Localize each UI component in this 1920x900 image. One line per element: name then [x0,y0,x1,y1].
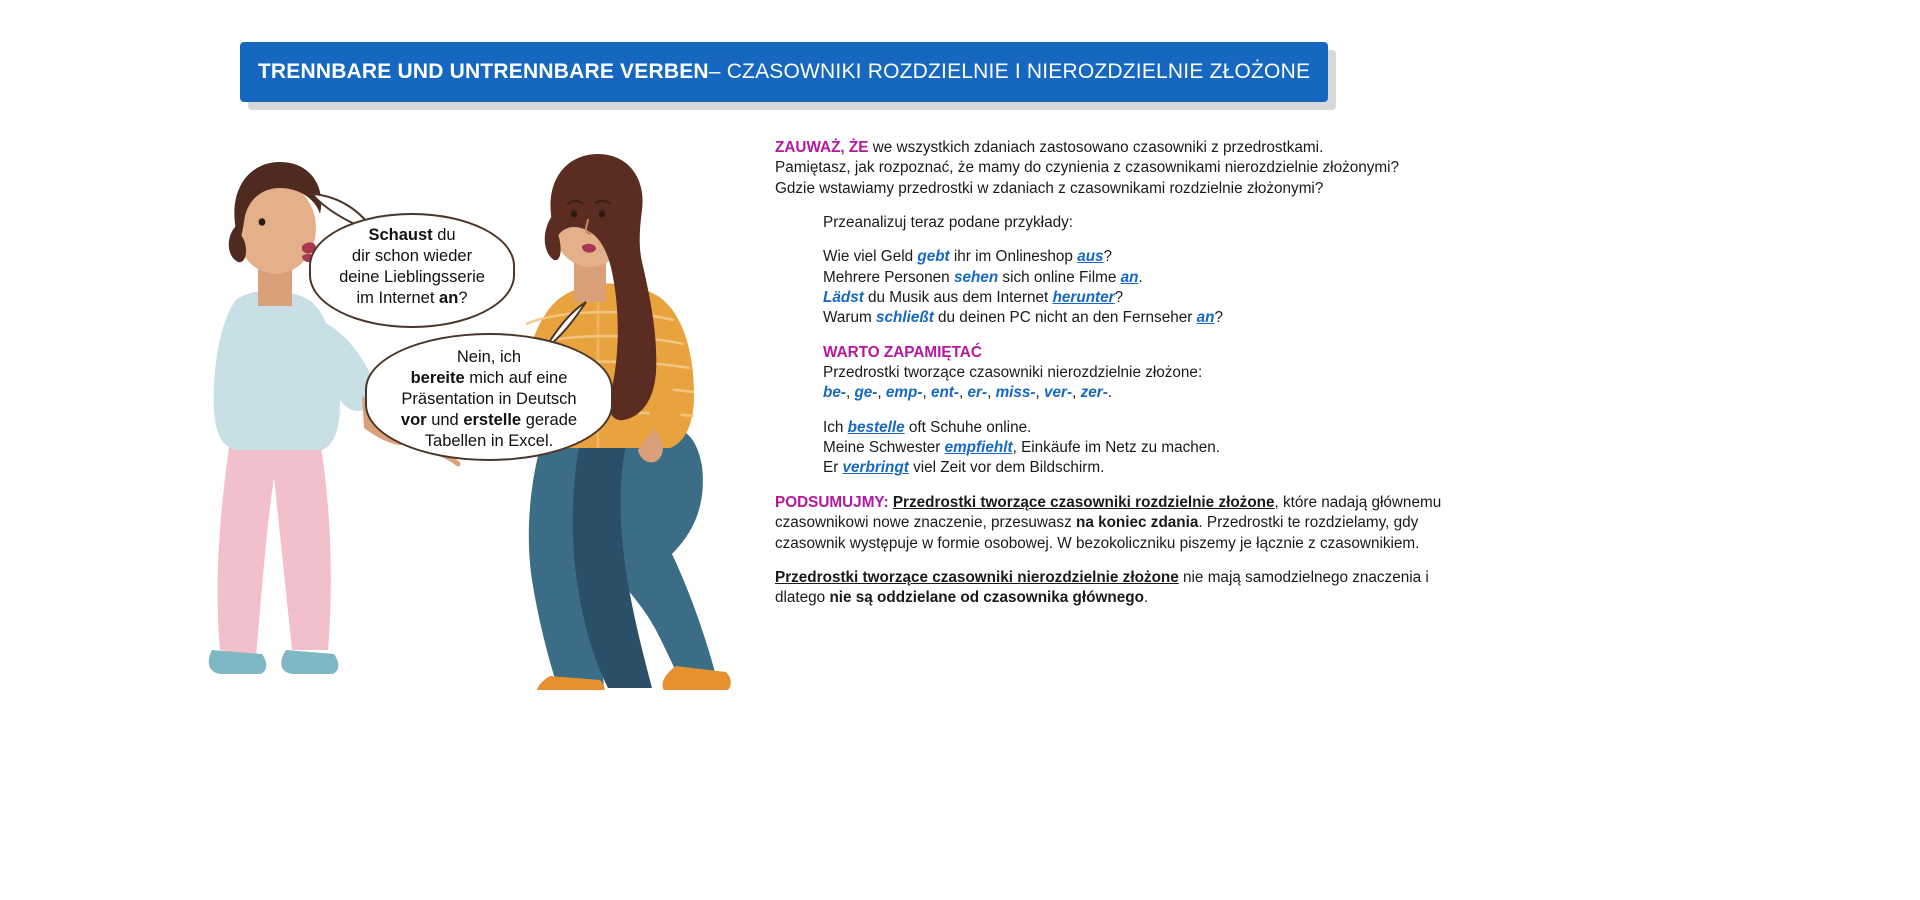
remember-heading: WARTO ZAPAMIĘTAĆ [823,343,982,361]
prefix-item: er- [967,384,988,402]
bubble2-line2-bold: bereite [410,369,465,388]
sep-ex-3-post: ? [1214,309,1223,327]
analyze-prompt: Przeanalizuj teraz podane przykłady: [823,214,1073,232]
separable-example-row [823,268,1475,288]
bubble2-line4-mid: und [426,411,464,430]
prefix-item: miss- [995,384,1036,402]
bubble2-line2 [383,368,595,389]
insep-ex-0-pre: Ich [823,418,848,436]
sep-ex-1-mid: sich online Filme [998,268,1121,286]
bubble1-line4-bold: an [439,289,459,308]
insep-ex-2-pre: Er [823,459,843,477]
intro-line-3: Gdzie wstawiamy przedrostki w zdaniach z czasownikami rozdzielnie złożonymi? [775,179,1324,197]
sep-ex-0-verb: gebt [917,248,950,266]
intro-line-2: Pamiętasz, jak rozpoznać, że mamy do czynienia z czasownikami nierozdzielnie złożonymi? [775,159,1400,177]
insep-ex-2-post: viel Zeit vor dem Bildschirm. [908,459,1105,477]
title-banner [240,42,1328,102]
intro-line-1 [775,138,1475,158]
banner-title-strong: TRENNBARE UND UNTRENNBARE VERBEN [257,60,709,83]
separable-example-row [823,247,1475,267]
sep-ex-0-pre: Wie viel Geld [823,248,918,266]
speech-bubble-left-person [309,213,515,328]
insep-ex-1-post: , Einkäufe im Netz zu machen. [1012,439,1221,457]
summary2-text-1: nie mają samodzielnego znaczenia i dlatego [775,568,1429,607]
summary-text-2: . Przedrostki te rozdzielamy, gdy czasownik występuje w formie osobowej. W bezokoliczniku piszemy je łącznie z czasownikiem. [775,514,1420,552]
intro-block [775,138,1475,199]
bubble1-line3: deine Lieblingsserie [339,268,485,287]
sep-ex-1-pre: Mehrere Personen [823,268,954,286]
prefix-list: be-, ge-, emp-, ent-, er-, miss-, ver-, zer-. [823,384,1113,402]
prefix-item: zer- [1080,384,1108,402]
bubble1-line1-bold: Schaust [368,226,433,244]
bubble2-line1: Nein, ich [456,348,522,366]
banner-title-rest: – CZASOWNIKI ROZDZIELNIE I NIEROZDZIELNIE ZŁOŻONE [708,60,1311,83]
summary-label: PODSUMUJMY: [775,493,889,511]
speech-bubble-right-person [365,333,613,461]
summary-text-1: , które nadają głównemu czasownikowi nowe znaczenie, przesuwasz [775,493,1442,532]
sep-ex-2-mid: du Musik aus dem Internet [863,289,1053,307]
bubble2-line4-rest: gerade [521,411,578,430]
bubble2-line3: Präsentation in Deutsch [401,390,577,409]
content-column [775,138,1475,623]
summary-bold-underline: Przedrostki tworzące czasowniki rozdzielnie złożone [892,493,1275,511]
prefix-item: be- [823,384,846,402]
intro-lead-rest: we wszystkich zdaniach zastosowano czasowniki z przedrostkami. [868,139,1324,156]
bubble1-line4-pre: im Internet [356,289,440,308]
bubble1-line1 [325,225,499,246]
sep-ex-3-mid: du deinen PC nicht an den Fernseher [933,309,1197,327]
separable-example-row [823,308,1475,328]
insep-ex-0-verb: bestelle [847,418,905,436]
analyze-prompt-block [823,213,1475,233]
insep-ex-1-verb: empfiehlt [944,439,1013,457]
sep-ex-0-mid: ihr im Onlineshop [949,248,1078,266]
insep-ex-2-verb: verbringt [842,459,909,477]
bubble2-line4-bold2: erstelle [463,411,522,430]
summary2-text-2: . [1143,589,1149,607]
separable-example-row [823,288,1475,308]
sep-ex-3-prefix: an [1196,309,1215,327]
sep-ex-1-post: . [1138,268,1143,286]
inseparable-examples-block [823,418,1475,479]
sep-ex-1-verb: sehen [953,268,999,286]
insep-ex-0-post: oft Schuhe online. [904,418,1032,436]
inseparable-example-row [823,438,1475,458]
prefix-item: emp- [885,384,923,402]
remember-block [823,343,1475,404]
sep-ex-3-verb: schließt [875,309,934,327]
sep-ex-3-pre: Warum [823,309,876,327]
sep-ex-2-verb: Lädst [823,289,864,307]
summary2-block [775,568,1475,609]
sep-ex-2-prefix: herunter [1052,289,1115,307]
prefix-item: ent- [930,384,959,402]
sep-ex-2-post: ? [1114,289,1124,307]
remember-line: Przedrostki tworzące czasowniki nierozdzielnie złożone: [823,364,1203,382]
inseparable-example-row [823,458,1475,478]
insep-ex-1-pre: Meine Schwester [823,439,945,457]
prefix-list-tail: . [1107,384,1113,402]
bubble2-line5: Tabellen in Excel. [424,432,554,451]
sep-ex-0-prefix: aus [1077,248,1104,266]
sep-ex-1-prefix: an [1120,268,1139,286]
summary-block [775,493,1475,554]
separable-examples-block [823,247,1475,328]
bubble1-line1-rest: du [432,226,456,244]
bubble1-line2: dir schon wieder [351,247,473,266]
bubble1-line4-post: ? [458,289,468,308]
summary-bold-2: na koniec zdania [1075,514,1199,532]
summary2-bold-2: nie są oddzielane od czasownika głównego [829,589,1144,607]
prefix-item: ver- [1044,384,1073,402]
prefix-item: ge- [854,384,878,402]
inseparable-example-row [823,418,1475,438]
intro-lead: ZAUWAŻ, ŻE [775,139,869,156]
summary2-paragraph [775,568,1475,609]
bubble2-line4-bold1: vor [400,411,427,430]
bubble2-line2-rest: mich auf eine [464,369,568,388]
sep-ex-0-post: ? [1103,248,1113,266]
summary-paragraph [775,493,1475,554]
bubble1-line4 [325,288,499,309]
summary2-bold-underline: Przedrostki tworzące czasowniki nierozdzielnie złożone [775,568,1179,586]
bubble2-line4 [383,410,595,431]
